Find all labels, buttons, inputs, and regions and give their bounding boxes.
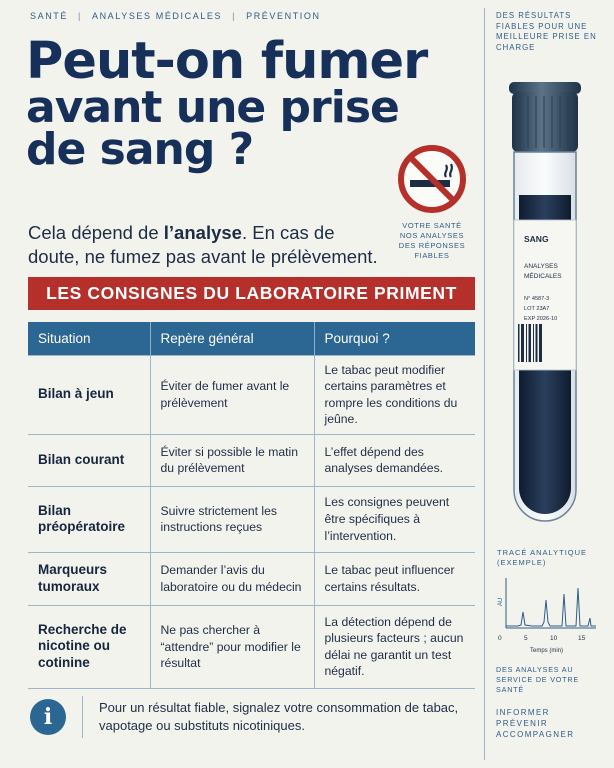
- info-note: [28, 693, 475, 741]
- side-tagline: DES RÉSULTATS FIABLES POUR UNE MEILLEURE PRISE EN CHARGE: [496, 11, 597, 52]
- cell-pourquoi: Les consignes peuvent être spécifiques à l’intervention.: [314, 486, 475, 552]
- title-line-2: avant une prise: [26, 81, 399, 133]
- keyword: INFORMER: [496, 708, 550, 717]
- cell-pourquoi: Le tabac peut influencer certains résultats.: [314, 552, 475, 605]
- badge-caption: [384, 221, 480, 262]
- table-row: [28, 552, 475, 605]
- consignes-table: [28, 322, 475, 689]
- trace-x-label: Temps (min): [530, 648, 564, 654]
- table-row: [28, 486, 475, 552]
- cell-pourquoi: Le tabac peut modifier certains paramètres et rompre les conditions du jeûne.: [314, 355, 475, 434]
- subtitle-bold: l’analyse: [163, 222, 242, 243]
- keyword: PRÉVENIR: [496, 718, 549, 728]
- subtitle-part-2: . En cas de doute, ne fumez pas avant le prélèvement.: [28, 222, 378, 267]
- trace-title: TRACÉ ANALYTIQUE (EXEMPLE): [497, 548, 588, 568]
- nav-item-sante[interactable]: SANTÉ: [30, 11, 69, 21]
- table-header-row: [28, 322, 475, 355]
- cell-situation: Bilan préopératoire: [28, 486, 150, 552]
- cell-repere: Éviter de fumer avant le prélèvement: [150, 355, 314, 434]
- nav-separator: |: [232, 11, 237, 21]
- badge-caption-line: DES RÉPONSES FIABLES: [398, 241, 466, 261]
- table-row: [28, 605, 475, 688]
- info-icon: i: [30, 699, 66, 735]
- title-line-1: Peut-on fumer: [26, 32, 428, 91]
- cell-situation: Bilan courant: [28, 434, 150, 486]
- tube-label-title: SANG: [524, 234, 549, 244]
- cell-repere: Suivre strictement les instructions reçues: [150, 486, 314, 552]
- nav-item-analyses[interactable]: ANALYSES MÉDICALES: [91, 11, 223, 21]
- side-keywords: [496, 708, 606, 740]
- badge-caption-line: NOS ANALYSES: [399, 231, 465, 241]
- table-row: [28, 434, 475, 486]
- chromatogram-icon: [492, 572, 604, 660]
- table-row: [28, 355, 475, 434]
- divider: [82, 696, 83, 738]
- subtitle-part-1: Cela dépend de: [28, 222, 164, 243]
- tube-label-ref: EXP 2026-10: [524, 316, 558, 322]
- top-navigation: [30, 11, 321, 21]
- tube-label-line: ANALYSES: [524, 263, 558, 270]
- column-header-pourquoi: Pourquoi ?: [314, 322, 475, 355]
- trace-y-label: AU: [498, 597, 504, 606]
- side-caption: DES ANALYSES AU SERVICE DE VOTRE SANTÉ: [496, 665, 579, 695]
- keyword: ACCOMPAGNER: [496, 729, 575, 739]
- trace-tick: 10: [550, 635, 558, 642]
- subtitle: [28, 221, 388, 268]
- cell-repere: Demander l’avis du laboratoire ou du médecin: [150, 552, 314, 605]
- column-header-repere: Repère général: [150, 322, 314, 355]
- cell-situation: Recherche de nicotine ou cotinine: [28, 605, 150, 688]
- blood-tube-icon: [500, 80, 590, 532]
- cell-pourquoi: La détection dépend de plusieurs facteurs ; aucun délai ne garantit un test négatif.: [314, 605, 475, 688]
- cell-repere: Éviter si possible le matin du prélèvement: [150, 434, 314, 486]
- trace-tick: 0: [498, 635, 502, 642]
- column-header-situation: Situation: [28, 322, 150, 355]
- title-line-3: de sang ?: [26, 124, 254, 176]
- nav-separator: |: [78, 11, 82, 21]
- trace-tick: 15: [578, 635, 586, 642]
- nav-item-prevention[interactable]: PRÉVENTION: [246, 11, 321, 21]
- tube-label-ref: LOT 23A7: [524, 306, 550, 312]
- consignes-banner: LES CONSIGNES DU LABORATOIRE PRIMENT: [28, 277, 475, 310]
- info-text: Pour un résultat fiable, signalez votre consommation de tabac, vapotage ou substituts nicotiniques.: [99, 699, 459, 733]
- no-smoking-icon: [396, 143, 468, 215]
- cell-pourquoi: L’effet dépend des analyses demandées.: [314, 434, 475, 486]
- cell-repere: Ne pas chercher à “attendre” pour modifier le résultat: [150, 605, 314, 688]
- tube-label-ref: N° 4587-3: [524, 296, 550, 302]
- cell-situation: Bilan à jeun: [28, 355, 150, 434]
- tube-label-line: MÉDICALES: [524, 273, 562, 280]
- trace-tick: 5: [524, 635, 528, 642]
- cell-situation: Marqueurs tumoraux: [28, 552, 150, 605]
- column-divider: [484, 8, 485, 760]
- badge-caption-line: VOTRE SANTÉ: [402, 221, 462, 230]
